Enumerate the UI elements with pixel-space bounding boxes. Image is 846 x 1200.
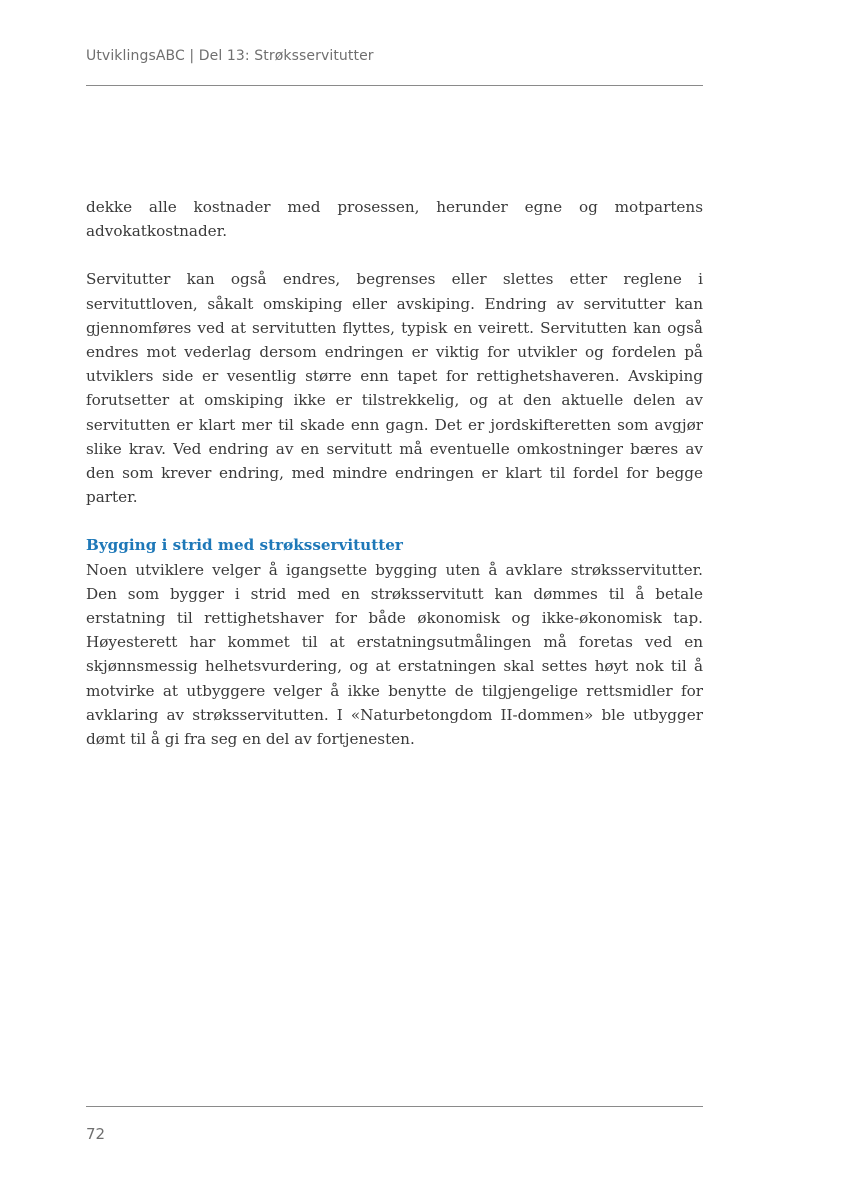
running-header: UtviklingsABC | Del 13: Strøksservitutter	[86, 48, 374, 64]
body-paragraph-2: Servitutter kan også endres, begrenses eller slettes etter reglene i servituttloven, såkalt omskiping eller avskiping. Endring av servitutter kan gjennomføres ved at servitutten flyttes, typisk en veirett. Servitutten kan også endres mot vederlag dersom endringen er viktig for utvikler og fordelen på utviklers side er vesentlig større enn tapet for rettighetshaveren. Avskiping forutsetter at omskiping ikke er tilstrekkelig, og at den aktuelle delen av servitutten er klart mer til skade enn gagn. Det er jordskifteretten som avgjør slike krav. Ved endring av en servitutt må eventuelle omkostninger bæres av den som krever endring, med mindre endringen er klart til fordel for begge parter.	[86, 270, 703, 507]
section-heading: Bygging i strid med strøksservitutter	[86, 536, 403, 555]
body-paragraph-1: dekke alle kostnader med prosessen, herunder egne og motpartens advokatkostnader.	[86, 198, 703, 241]
paragraph-spacer	[86, 509, 703, 533]
body-paragraph-3: Noen utviklere velger å igangsette bygging uten å avklare strøksservitutter. Den som bygger i strid med en strøksservitutt kan dømmes til å betale erstatning til rettighetshaver for både økonomisk og ikke-økonomisk tap. Høyesterett har kommet til at erstatningsutmålingen må foretas ved en skjønnsmessig helhetsvurdering, og at erstatningen skal settes høyt nok til å motvirke at utbyggere velger å ikke benytte de tilgjengelige rettsmidler for avklaring av strøksservitutten. I «Naturbetongdom II-dommen» ble utbygger dømt til å gi fra seg en del av fortjenesten.	[86, 560, 703, 749]
footer-divider	[86, 1106, 703, 1107]
paragraph-spacer	[86, 243, 703, 267]
body-text	[86, 195, 703, 751]
header-divider	[86, 85, 703, 86]
page-number: 72	[86, 1125, 106, 1143]
